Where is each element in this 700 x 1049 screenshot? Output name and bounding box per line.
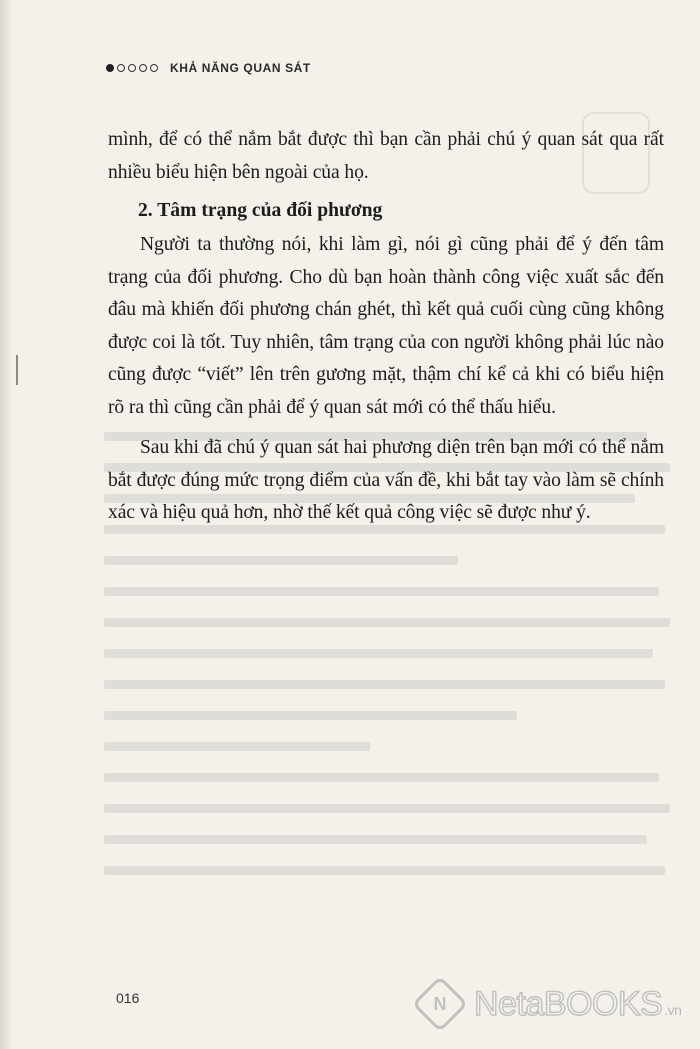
paragraph-2: Người ta thường nói, khi làm gì, nói gì cũng phải để ý đến tâm trạng của đối phương. Cho dù bạn hoàn thành công việc xuất sắc đến đâu mà khiến đối phương chán ghét, thì kết quả cuối cùng cũng không được coi là tốt. Tuy nhiên, tâm trạng của con người không phải lúc nào cũng được “viết” lên trên gương mặt, thậm chí kể cả khi có biểu hiện rõ ra thì cũng cần phải để ý quan sát mới có thể thấu hiểu. <box>108 234 664 418</box>
watermark <box>420 984 681 1024</box>
dot-empty <box>128 64 136 72</box>
section-heading: 2. Tâm trạng của đối phương <box>138 200 383 221</box>
paragraph-1: mình, để có thể nắm bắt được thì bạn cần phải chú ý quan sát qua rất nhiều biểu hiện bên ngoài của họ. <box>108 129 664 183</box>
progress-dots <box>106 64 158 72</box>
dot-empty <box>139 64 147 72</box>
paragraph-3: Sau khi đã chú ý quan sát hai phương diện trên bạn mới có thể nắm bắt được đúng mức trọng điểm của vấn đề, khi bắt tay vào làm sẽ chính xác và hiệu quả hơn, nhờ thế kết quả công việc sẽ được như ý. <box>108 437 664 523</box>
spine-mark <box>16 355 18 385</box>
running-header <box>106 56 311 80</box>
watermark-suffix: .vn <box>664 1002 682 1018</box>
dot-empty <box>150 64 158 72</box>
page-number: 016 <box>116 990 140 1006</box>
dot-filled <box>106 64 114 72</box>
watermark-brand: NetaBOOKS <box>474 984 663 1023</box>
dot-empty <box>117 64 125 72</box>
page-body <box>108 124 664 530</box>
chapter-title: KHẢ NĂNG QUAN SÁT <box>170 61 311 75</box>
page-edge <box>0 0 10 1049</box>
netabooks-logo-icon: N <box>412 976 469 1033</box>
